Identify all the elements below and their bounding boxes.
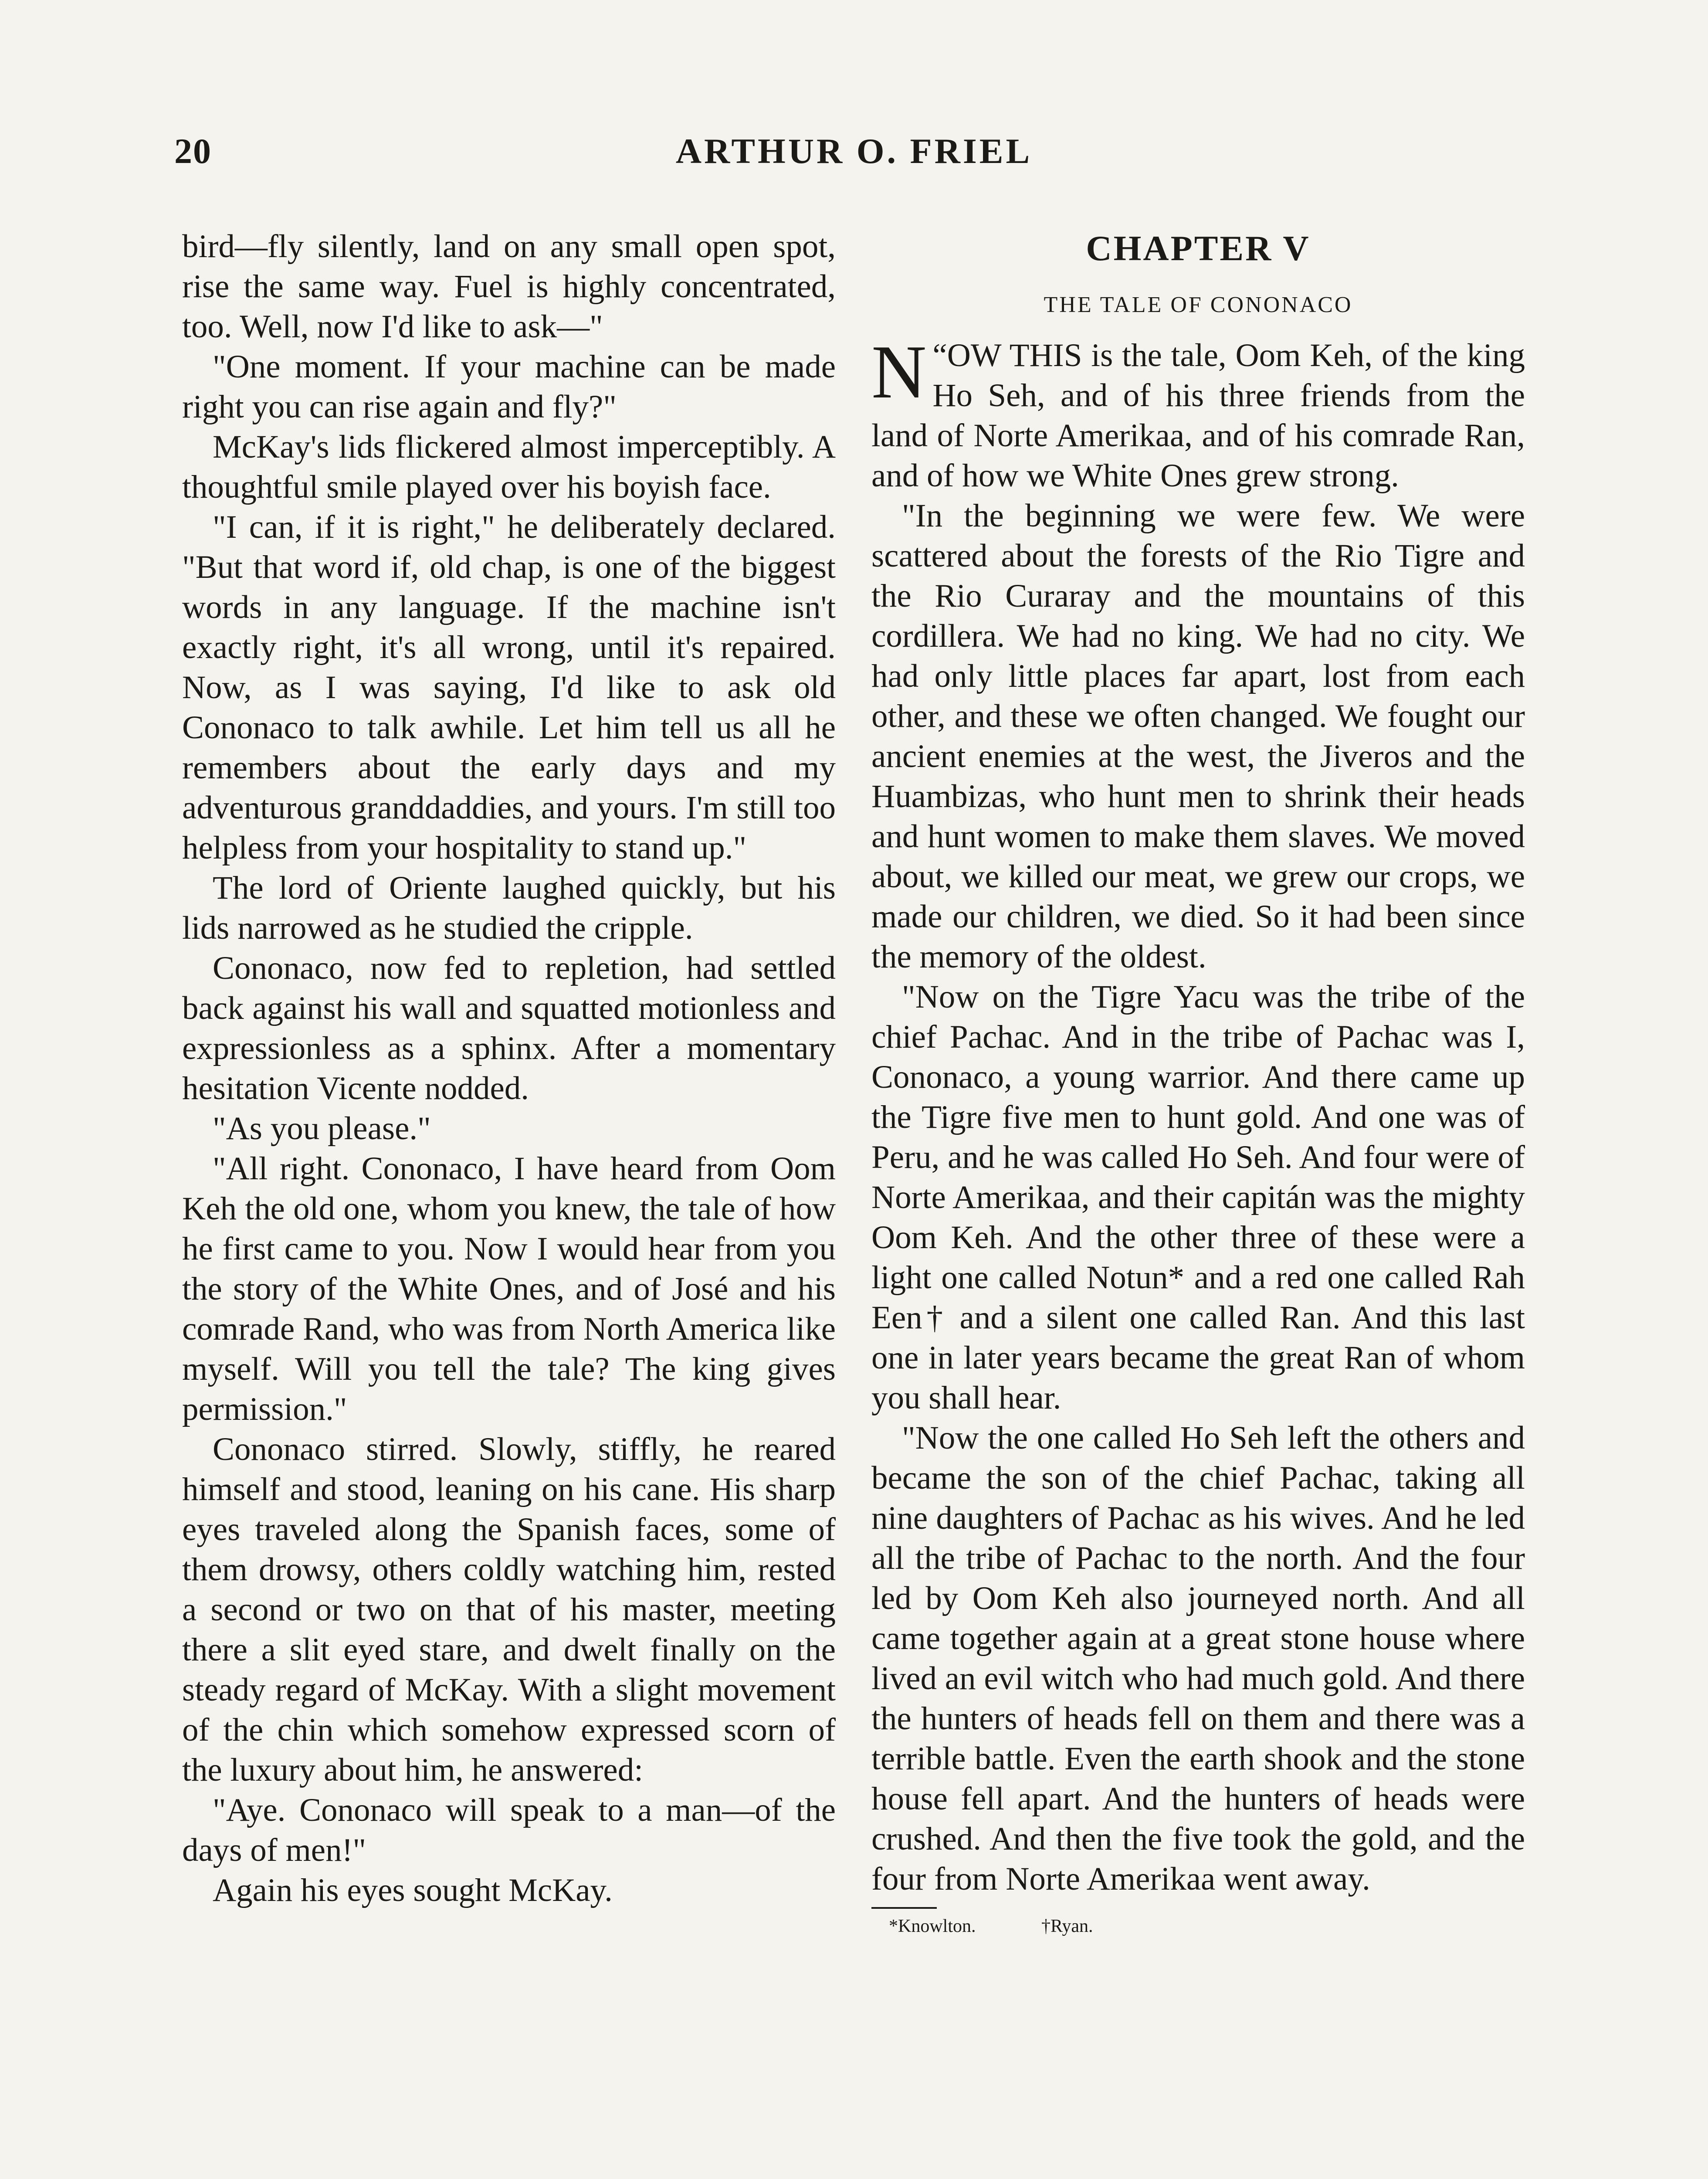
paragraph: "Aye. Cononaco will speak to a man—of the days of men!" [182,1792,836,1868]
footnotes [871,1913,1525,1939]
footnote: *Knowlton. [889,1916,976,1936]
paragraph: "As you please." [213,1110,431,1147]
chapter-subtitle: THE TALE OF CONONACO [1044,292,1353,317]
drop-cap: N [871,329,927,414]
paragraph: bird—fly silently, land on any small open spot, rise the same way. Fuel is highly concentrated, too. Well, now I'd like to ask—" [182,228,836,345]
opening-paragraph-text: OW THIS is the tale, Oom Keh, of the king Ho Seh, and of his three friends from the land of Norte Amerikaa, and of his comrade Ran, and of how we White Ones grew strong. [871,337,1525,494]
paragraph: Again his eyes sought McKay. [213,1872,613,1908]
footnote-rule [871,1907,937,1909]
paragraph: "All right. Cononaco, I have heard from Oom Keh the old one, whom you knew, the tale of how he first came to you. Now I would hear from you the story of the White Ones, and of José and his comrade Rand, who was from North America like myself. Will you tell the tale? The king gives permission." [182,1151,836,1427]
paragraph: "In the beginning we were few. We were scattered about the forests of the Rio Tigre and the Rio Curaray and the mountains of this cordillera. We had no king. We had no city. We had only little places far apart, lost from each other, and these we often changed. We fought our ancient enemies at the west, the Jiveros and the Huambizas, who hunt men to shrink their heads and hunt women to make them slaves. We moved about, we killed our meat, we grew our crops, we made our children, we died. So it had been since the memory of the oldest. [871,498,1525,975]
page-number: 20 [174,131,212,171]
paragraph: "Now the one called Ho Seh left the others and became the son of the chief Pachac, taking all nine daughters of Pachac as his wives. And he led all the tribe of Pachac to the north. And the four led by Oom Keh also journeyed north. And all came together again at a great stone house where lived an evil witch who had much gold. And there the hunters of heads fell on them and there was a terrible battle. Even the earth shook and the stone house fell apart. And the hunters of heads were crushed. And then the five took the gold, and the four from Norte Amerikaa went away. [871,1420,1525,1897]
paragraph: "Now on the Tigre Yacu was the tribe of the chief Pachac. And in the tribe of Pachac was I, Cononaco, a young warrior. And there came up the Tigre five men to hunt gold. And one was of Peru, and he was called Ho Seh. And four were of Norte Amerikaa, and their capitán was the mighty Oom Keh. And the other three of these were a light one called Notun* and a red one called Rah Een† and a silent one called Ran. And this last one in later years became the great Ran of whom you shall hear. [871,979,1525,1416]
running-head: ARTHUR O. FRIEL [675,131,1033,171]
paragraph: The lord of Oriente laughed quickly, but his lids narrowed as he studied the cripple. [182,870,836,946]
paragraph: McKay's lids flickered almost imperceptibly. A thoughtful smile played over his boyish face. [182,429,836,505]
left-column [182,227,836,1911]
paragraph: "I can, if it is right," he deliberately declared. "But that word if, old chap, is one of the biggest words in any language. If the machine isn't exactly right, it's all wrong, until it's repaired. Now, as I was saying, I'd like to ask old Cononaco to talk awhile. Let him tell us all he remembers about the early days and my adventurous granddaddies, and yours. I'm still too helpless from your hospitality to stand up." [182,509,836,866]
paragraph: Cononaco, now fed to repletion, had settled back against his wall and squatted motionless and expressionless as a sphinx. After a momentary hesitation Vicente nodded. [182,950,836,1106]
paragraph: Cononaco stirred. Slowly, stiffly, he reared himself and stood, leaning on his cane. His sharp eyes traveled along the Spanish faces, some of them drowsy, others coldly watching him, rested a second or two on that of his master, meeting there a slit eyed stare, and dwelt finally on the steady regard of McKay. With a slight movement of the chin which somehow expressed scorn of the luxury about him, he answered: [182,1431,836,1788]
right-column [871,227,1525,1939]
opening-quote: “ [932,337,947,373]
opening-paragraph [871,329,1525,496]
footnote: †Ryan. [1041,1916,1093,1936]
paragraph: "One moment. If your machine can be made right you can rise again and fly?" [182,349,836,425]
chapter-title: CHAPTER V [1086,228,1311,268]
